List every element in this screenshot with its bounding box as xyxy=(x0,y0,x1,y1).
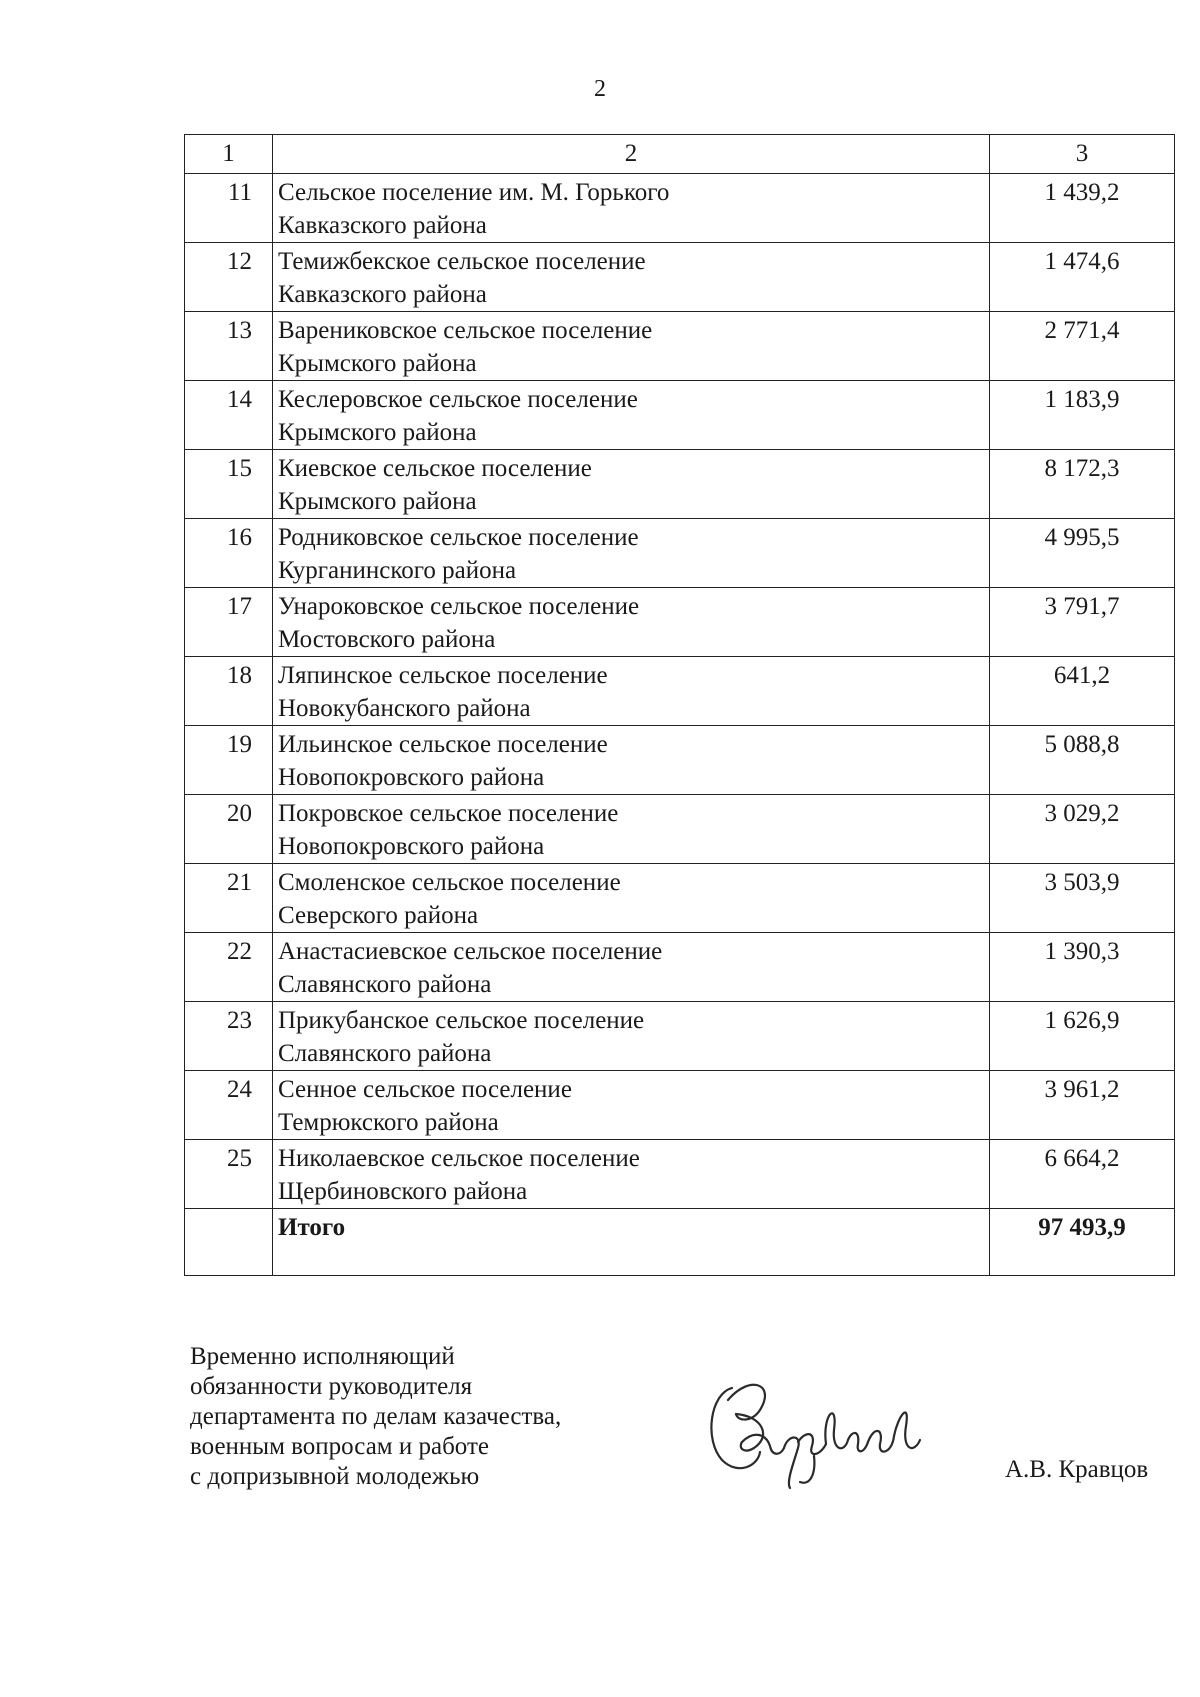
position-line: с допризывной молодежью xyxy=(190,1463,480,1490)
district-name-line: Славянского района xyxy=(278,1040,492,1067)
settlement-name-line: Сенное сельское поселение xyxy=(278,1076,572,1103)
page-number: 2 xyxy=(594,76,606,102)
table-row xyxy=(185,1140,1175,1209)
table-row xyxy=(185,519,1175,588)
settlement-name xyxy=(273,864,990,933)
table-row xyxy=(185,174,1175,243)
district-name-line: Щербиновского района xyxy=(278,1178,528,1205)
total-row xyxy=(185,1209,1175,1276)
position-line: Временно исполняющий xyxy=(190,1343,455,1370)
row-number: 18 xyxy=(185,657,273,726)
amount-value: 1 390,3 xyxy=(990,933,1175,1002)
amount-value: 3 791,7 xyxy=(990,588,1175,657)
district-name-line: Славянского района xyxy=(278,971,492,998)
table-body xyxy=(185,174,1175,1276)
settlement-name-line: Темижбекское сельское поселение xyxy=(278,248,646,275)
settlement-name xyxy=(273,312,990,381)
district-name-line: Крымского района xyxy=(278,419,477,446)
total-number-cell xyxy=(185,1209,273,1276)
position-line: военным вопросам и работе xyxy=(190,1433,489,1460)
district-name-line: Новокубанского района xyxy=(278,695,531,722)
signatory-position xyxy=(190,1342,561,1492)
settlement-name-line: Смоленское сельское поселение xyxy=(278,869,621,896)
amount-value: 5 088,8 xyxy=(990,726,1175,795)
table-row xyxy=(185,1071,1175,1140)
district-name-line: Курганинского района xyxy=(278,557,517,584)
table-row xyxy=(185,588,1175,657)
settlement-name-line: Прикубанское сельское поселение xyxy=(278,1007,645,1034)
row-number: 12 xyxy=(185,243,273,312)
amount-value: 3 503,9 xyxy=(990,864,1175,933)
row-number: 11 xyxy=(185,174,273,243)
amount-value: 8 172,3 xyxy=(990,450,1175,519)
settlement-name-line: Родниковское сельское поселение xyxy=(278,524,639,551)
table-row xyxy=(185,657,1175,726)
column-header-number: 1 xyxy=(185,135,273,174)
district-name-line: Крымского района xyxy=(278,488,477,515)
amount-value: 1 474,6 xyxy=(990,243,1175,312)
position-line: департамента по делам казачества, xyxy=(190,1403,562,1430)
column-header-name: 2 xyxy=(273,135,990,174)
district-name-line: Новопокровского района xyxy=(278,764,545,791)
row-number: 22 xyxy=(185,933,273,1002)
amount-value: 3 961,2 xyxy=(990,1071,1175,1140)
amount-value: 6 664,2 xyxy=(990,1140,1175,1209)
district-name-line: Кавказского района xyxy=(278,281,487,308)
settlement-name xyxy=(273,588,990,657)
total-label: Итого xyxy=(273,1209,990,1276)
table-row xyxy=(185,381,1175,450)
amount-value: 641,2 xyxy=(990,657,1175,726)
row-number: 25 xyxy=(185,1140,273,1209)
row-number: 19 xyxy=(185,726,273,795)
settlement-name xyxy=(273,1002,990,1071)
row-number: 14 xyxy=(185,381,273,450)
row-number: 17 xyxy=(185,588,273,657)
amount-value: 1 439,2 xyxy=(990,174,1175,243)
signer-name: А.В. Кравцов xyxy=(1005,1456,1149,1483)
settlement-name-line: Кеслеровское сельское поселение xyxy=(278,386,638,413)
amount-value: 2 771,4 xyxy=(990,312,1175,381)
row-number: 21 xyxy=(185,864,273,933)
settlement-name xyxy=(273,933,990,1002)
row-number: 15 xyxy=(185,450,273,519)
settlement-name xyxy=(273,657,990,726)
table-header-row xyxy=(185,135,1175,174)
row-number: 13 xyxy=(185,312,273,381)
settlement-name-line: Анастасиевское сельское поселение xyxy=(278,938,663,965)
row-number: 16 xyxy=(185,519,273,588)
settlement-name-line: Киевское сельское поселение xyxy=(278,455,592,482)
table-row xyxy=(185,864,1175,933)
settlements-table xyxy=(184,134,1175,1276)
table-row xyxy=(185,795,1175,864)
column-header-value: 3 xyxy=(990,135,1175,174)
amount-value: 3 029,2 xyxy=(990,795,1175,864)
table-row xyxy=(185,1002,1175,1071)
table-row xyxy=(185,243,1175,312)
settlement-name xyxy=(273,243,990,312)
row-number: 24 xyxy=(185,1071,273,1140)
handwritten-signature xyxy=(698,1370,928,1495)
district-name-line: Кавказского района xyxy=(278,212,487,239)
table-row xyxy=(185,933,1175,1002)
district-name-line: Темрюкского района xyxy=(278,1109,499,1136)
settlement-name-line: Ильинское сельское поселение xyxy=(278,731,608,758)
settlement-name xyxy=(273,1140,990,1209)
district-name-line: Новопокровского района xyxy=(278,833,545,860)
settlement-name xyxy=(273,795,990,864)
district-name-line: Крымского района xyxy=(278,350,477,377)
table-row xyxy=(185,312,1175,381)
settlement-name-line: Николаевское сельское поселение xyxy=(278,1145,640,1172)
position-line: обязанности руководителя xyxy=(190,1373,473,1400)
settlement-name xyxy=(273,1071,990,1140)
settlement-name xyxy=(273,726,990,795)
settlement-name xyxy=(273,381,990,450)
total-value: 97 493,9 xyxy=(990,1209,1175,1276)
settlement-name xyxy=(273,519,990,588)
settlement-name xyxy=(273,174,990,243)
table-row xyxy=(185,450,1175,519)
settlement-name-line: Сельское поселение им. М. Горького xyxy=(278,179,670,206)
row-number: 23 xyxy=(185,1002,273,1071)
settlement-name-line: Унароковское сельское поселение xyxy=(278,593,640,620)
settlement-name-line: Варениковское сельское поселение xyxy=(278,317,653,344)
amount-value: 1 626,9 xyxy=(990,1002,1175,1071)
amount-value: 4 995,5 xyxy=(990,519,1175,588)
settlement-name xyxy=(273,450,990,519)
row-number: 20 xyxy=(185,795,273,864)
settlement-name-line: Покровское сельское поселение xyxy=(278,800,619,827)
amount-value: 1 183,9 xyxy=(990,381,1175,450)
table-row xyxy=(185,726,1175,795)
district-name-line: Северского района xyxy=(278,902,479,929)
district-name-line: Мостовского района xyxy=(278,626,496,653)
settlement-name-line: Ляпинское сельское поселение xyxy=(278,662,608,689)
